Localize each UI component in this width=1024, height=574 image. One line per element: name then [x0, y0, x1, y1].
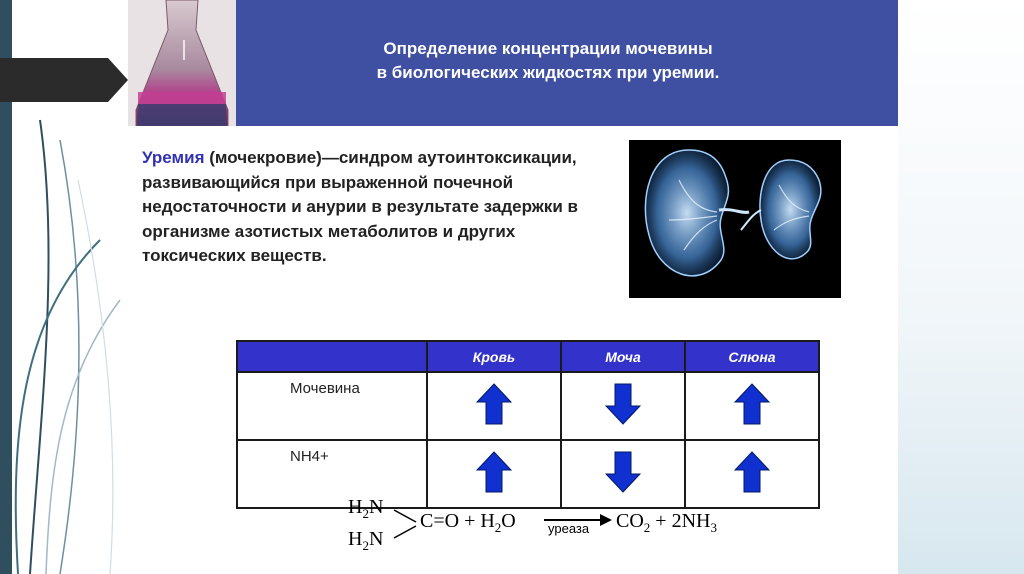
urease-equation: [348, 496, 748, 554]
header-banner: [128, 0, 898, 126]
eq-h2n-bottom: $H_2N$: [348, 528, 384, 553]
description-body: (мочекровие)—синдром аутоинтоксикации, развивающийся при выраженной почечной недостаточности и анурии в результате задержки в организме азотистых метаболитов и других токсических веществ.: [142, 148, 578, 265]
arrow-up-icon: [734, 383, 770, 430]
table-header-cell: Кровь: [427, 341, 561, 372]
eq-catalyst: уреаза: [548, 521, 590, 536]
eq-h2n-top: $H_2N$: [348, 496, 384, 521]
title-line-1: Определение концентрации мочевины: [383, 39, 713, 58]
row-label: NH4+: [237, 440, 427, 508]
flask-image: [128, 0, 236, 126]
table-header-row: [237, 341, 819, 372]
arrow-up-icon: [734, 451, 770, 498]
right-decoration: [898, 0, 1024, 574]
left-arrow-shape: [0, 58, 128, 102]
arrow-up-icon: [476, 451, 512, 498]
slide-title: [258, 37, 838, 85]
table-header-cell: Слюна: [685, 341, 819, 372]
arrow-up-icon: [476, 383, 512, 430]
arrow-down-icon: [605, 451, 641, 498]
left-decoration: [0, 0, 128, 574]
description-keyword: Уремия: [142, 148, 205, 167]
kidney-image: [629, 140, 841, 298]
eq-bond-lines: [392, 504, 420, 544]
title-line-2: в биологических жидкостях при уремии.: [376, 63, 720, 82]
urea-table: [236, 340, 820, 509]
slide: [128, 0, 898, 574]
eq-products: $CO_2 + 2NH_3$: [616, 510, 717, 535]
reaction-arrow-head: [600, 514, 612, 526]
arrow-down-icon: [605, 383, 641, 430]
description-text: [142, 146, 602, 269]
table-header-cell: Моча: [561, 341, 685, 372]
eq-reactants: $C=O + H_2O$: [420, 510, 516, 535]
row-label: Мочевина: [237, 372, 427, 440]
table-cell: [685, 372, 819, 440]
table-row: [237, 372, 819, 440]
table-cell: [427, 372, 561, 440]
table-cell: [561, 372, 685, 440]
table-header-cell: [237, 341, 427, 372]
